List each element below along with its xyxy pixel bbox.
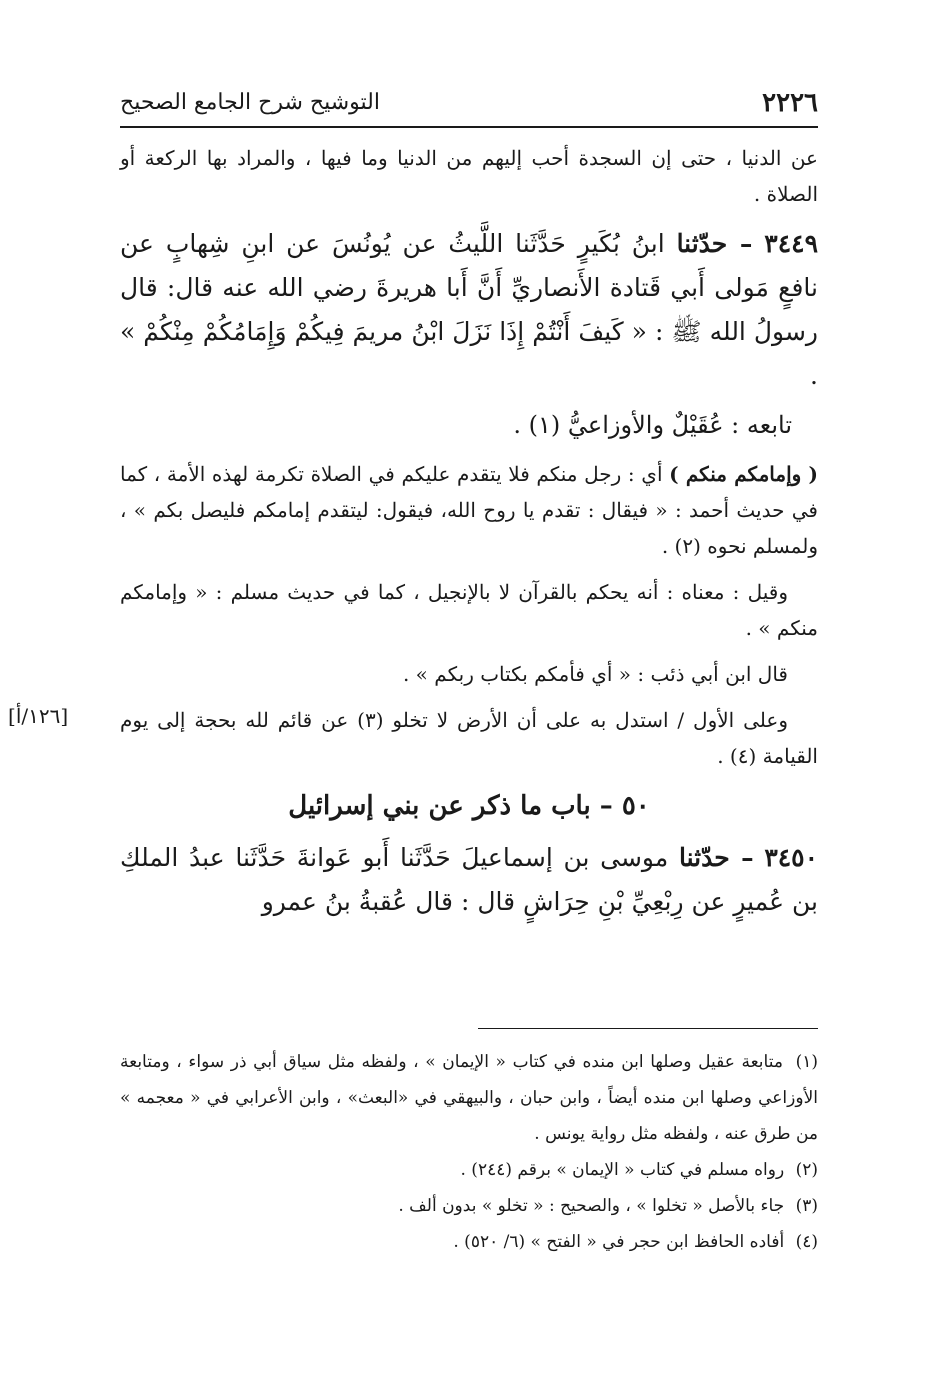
manuscript-folio-ref: [١٢٦/أ] (8, 704, 69, 728)
hadith-3450 (120, 836, 818, 924)
commentary-paragraph (120, 456, 818, 564)
page-number: ٢٢٢٦ (762, 88, 818, 118)
hadith-number: ٣٤٤٩ (764, 229, 819, 258)
footnote-4 (120, 1224, 818, 1260)
footnotes (120, 1044, 818, 1260)
commentary-lemma: ( وإمامكم منكم ) (669, 462, 819, 486)
running-header (120, 84, 818, 128)
footnote-3 (120, 1188, 818, 1224)
hadith-text: ابنُ بُكَيرٍ حَدَّثَنا اللَّيثُ عن يُونُسَ عن ابنِ شِهابٍ عن نافعٍ مَولى أَبي قَتادة الأَنصاريِّ أَنَّ أَبا هريرةَ رضي الله عنه قال: قال رسولُ الله ﷺ : « كَيفَ أَنْتُمْ إِذَا نَزَلَ ابْنُ مريمَ فِيكُمْ وَإِمَامُكُمْ مِنْكُمْ » . (120, 229, 818, 390)
chapter-heading: ٥٠ – باب ما ذكر عن بني إسرائيل (288, 791, 650, 821)
footnote-text: أفاده الحافظ ابن حجر في « الفتح » (٦/ ٥٢٠) . (453, 1232, 785, 1252)
footnote-number: (٣) (795, 1196, 818, 1216)
mutaba-line: تابعه : عُقَيْلٌ والأوزاعيُّ (١) . (513, 411, 792, 439)
commentary-paragraph-3: قال ابن أبي ذئب : « أي فأمكم بكتاب ربكم » . (402, 662, 788, 686)
hadith-number-2: ٣٤٥٠ (764, 843, 819, 872)
commentary-text: أي : رجل منكم فلا يتقدم عليكم في الصلاة تكرمة لهذه الأمة ، كما في حديث أحمد : « فيقال : تقدم يا روح الله، فيقول: ليتقدم إمامكم فليصل بكم » ، ولمسلم نحوه (٢) . (120, 462, 818, 558)
hadith-lead-2: – حدّثنا (678, 843, 754, 872)
main-text (8, 140, 819, 930)
commentary-paragraph-4: وعلى الأول / استدل به على أن الأرض لا تخلو (٣) عن قائم لله بحجة إلى يوم القيامة (٤) . (120, 708, 818, 768)
footnote-1 (120, 1044, 818, 1152)
commentary-paragraph-2: وقيل : معناه : أنه يحكم بالقرآن لا بالإنجيل ، كما في حديث مسلم : « وإمامكم منكم » . (120, 580, 818, 640)
hadith-lead: – حدّثنا (676, 229, 753, 258)
hadith-3449 (120, 222, 818, 398)
footnote-divider (478, 1028, 818, 1029)
footnote-text: رواه مسلم في كتاب « الإيمان » برقم (٢٤٤) . (460, 1160, 785, 1180)
footnote-number: (٤) (795, 1232, 818, 1252)
hadith-text-2: موسى بن إسماعيلَ حَدَّثَنا أَبو عَوانةَ حَدَّثَنا عبدُ الملكِ بن عُميرٍ عن رِبْعِيِّ بْنِ حِرَاشٍ قال : قال عُقبةُ بنُ عمرو (120, 843, 818, 916)
footnote-number: (٢) (795, 1160, 818, 1180)
footnote-text: متابعة عقيل وصلها ابن منده في كتاب « الإيمان » ، ولفظه مثل سياق أبي ذر سواء ، ومتابعة الأوزاعي وصلها ابن منده أيضاً ، وابن حبان ، والبيهقي في «البعث» ، وابن الأعرابي في « معجمه » من طرق عنه ، ولفظه مثل رواية يونس . (120, 1052, 818, 1144)
paragraph-continuation: عن الدنيا ، حتى إن السجدة أحب إليهم من الدنيا وما فيها ، والمراد بها الركعة أو الصلاة . (120, 146, 818, 206)
footnote-number: (١) (795, 1052, 818, 1072)
footnote-2 (120, 1152, 818, 1188)
book-title: التوشيح شرح الجامع الصحيح (120, 90, 380, 115)
margin-paragraph (8, 702, 818, 774)
footnote-text: جاء بالأصل « تخلوا » ، والصحيح : « تخلو » بدون ألف . (398, 1196, 785, 1216)
